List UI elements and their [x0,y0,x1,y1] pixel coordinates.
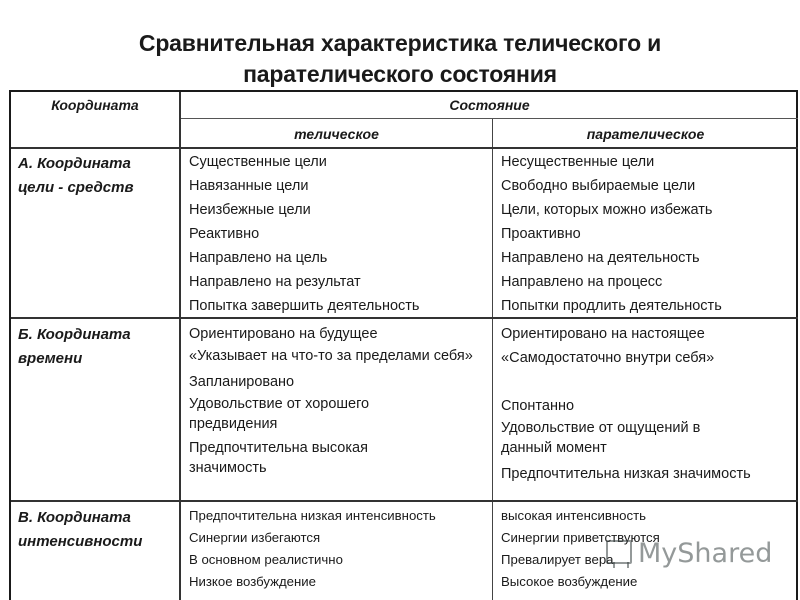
list-item: Превалирует вера [501,552,614,567]
watermark-text: MyShared [638,538,773,569]
list-item: Ориентировано на будущее [189,326,378,342]
list-item: Цели, которых можно избежать [501,202,713,218]
row-c-coordinate [11,506,179,554]
list-item: высокая интенсивность [501,508,647,523]
list-item: Проактивно [501,226,581,242]
list-item: Реактивно [189,226,260,242]
list-item: Несущественные цели [501,154,655,170]
list-item: Неизбежные цели [189,202,311,218]
header-coordinate: Координата [51,97,139,113]
list-item: Существенные цели [189,154,327,170]
list-item: Удовольствие от хорошего предвидения [189,396,370,432]
list-item: В основном реалистично [189,552,343,567]
row-a-paratelic [493,150,798,318]
list-item: Предпочтительна высокая значимость [189,440,368,476]
list-item: Направлено на процесс [501,274,663,290]
list-item: Синергии приветствуются [501,530,660,545]
row-b-coordinate-line-1: Б. Координата [18,326,131,343]
row-a-telic [181,150,492,318]
row-b-coordinate [11,323,179,371]
list-item: Направлено на результат [189,274,361,290]
comparison-table [9,90,798,600]
list-item: Высокое возбуждение [501,574,638,589]
list-item: Предпочтительна низкая интенсивность [189,508,436,523]
list-item: Попытка завершить деятельность [189,298,420,314]
list-item: «Самодостаточно внутри себя» [501,350,715,366]
header-divider [11,147,798,149]
list-item: Попытки продлить деятельность [501,298,722,314]
row-a-coordinate-line-1: А. Координата [18,155,131,172]
list-item: Удовольствие от ощущений в данный момент [501,420,701,456]
list-item: Направлено на цель [189,250,328,266]
row-b-telic [181,322,481,482]
list-item: Навязанные цели [189,178,309,194]
row-b-coordinate-line-2: времени [18,350,83,367]
header-paratelic: парателическое [586,126,705,142]
list-item: Свободно выбираемые цели [501,178,696,194]
list-item: Направлено на деятельность [501,250,700,266]
row-b-paratelic [493,322,798,486]
row-c-coordinate-line-2: интенсивности [18,533,143,550]
list-item: Низкое возбуждение [189,574,316,589]
title-line-2: парателического состояния [243,61,557,87]
list-item: «Указывает на что-то за пределами себя» [189,348,473,364]
row-divider-2 [11,500,798,502]
header-divider-inner [181,118,798,119]
header-state: Состояние [449,97,530,113]
row-c-telic [181,505,492,593]
row-a-coordinate-line-2: цели - средств [18,179,134,196]
row-a-coordinate [11,152,179,200]
page-title [0,28,800,90]
row-c-coordinate-line-1: В. Координата [18,509,131,526]
list-item: Предпочтительна низкая значимость [501,466,751,482]
title-line-1: Сравнительная характеристика телического и [138,30,662,56]
header-telic: телическое [294,126,379,142]
list-item: Запланировано [189,374,295,390]
row-c-paratelic [493,505,798,593]
list-item: Спонтанно [501,398,575,414]
list-item: Синергии избегаются [189,530,321,545]
list-item: Ориентировано на настоящее [501,326,705,342]
